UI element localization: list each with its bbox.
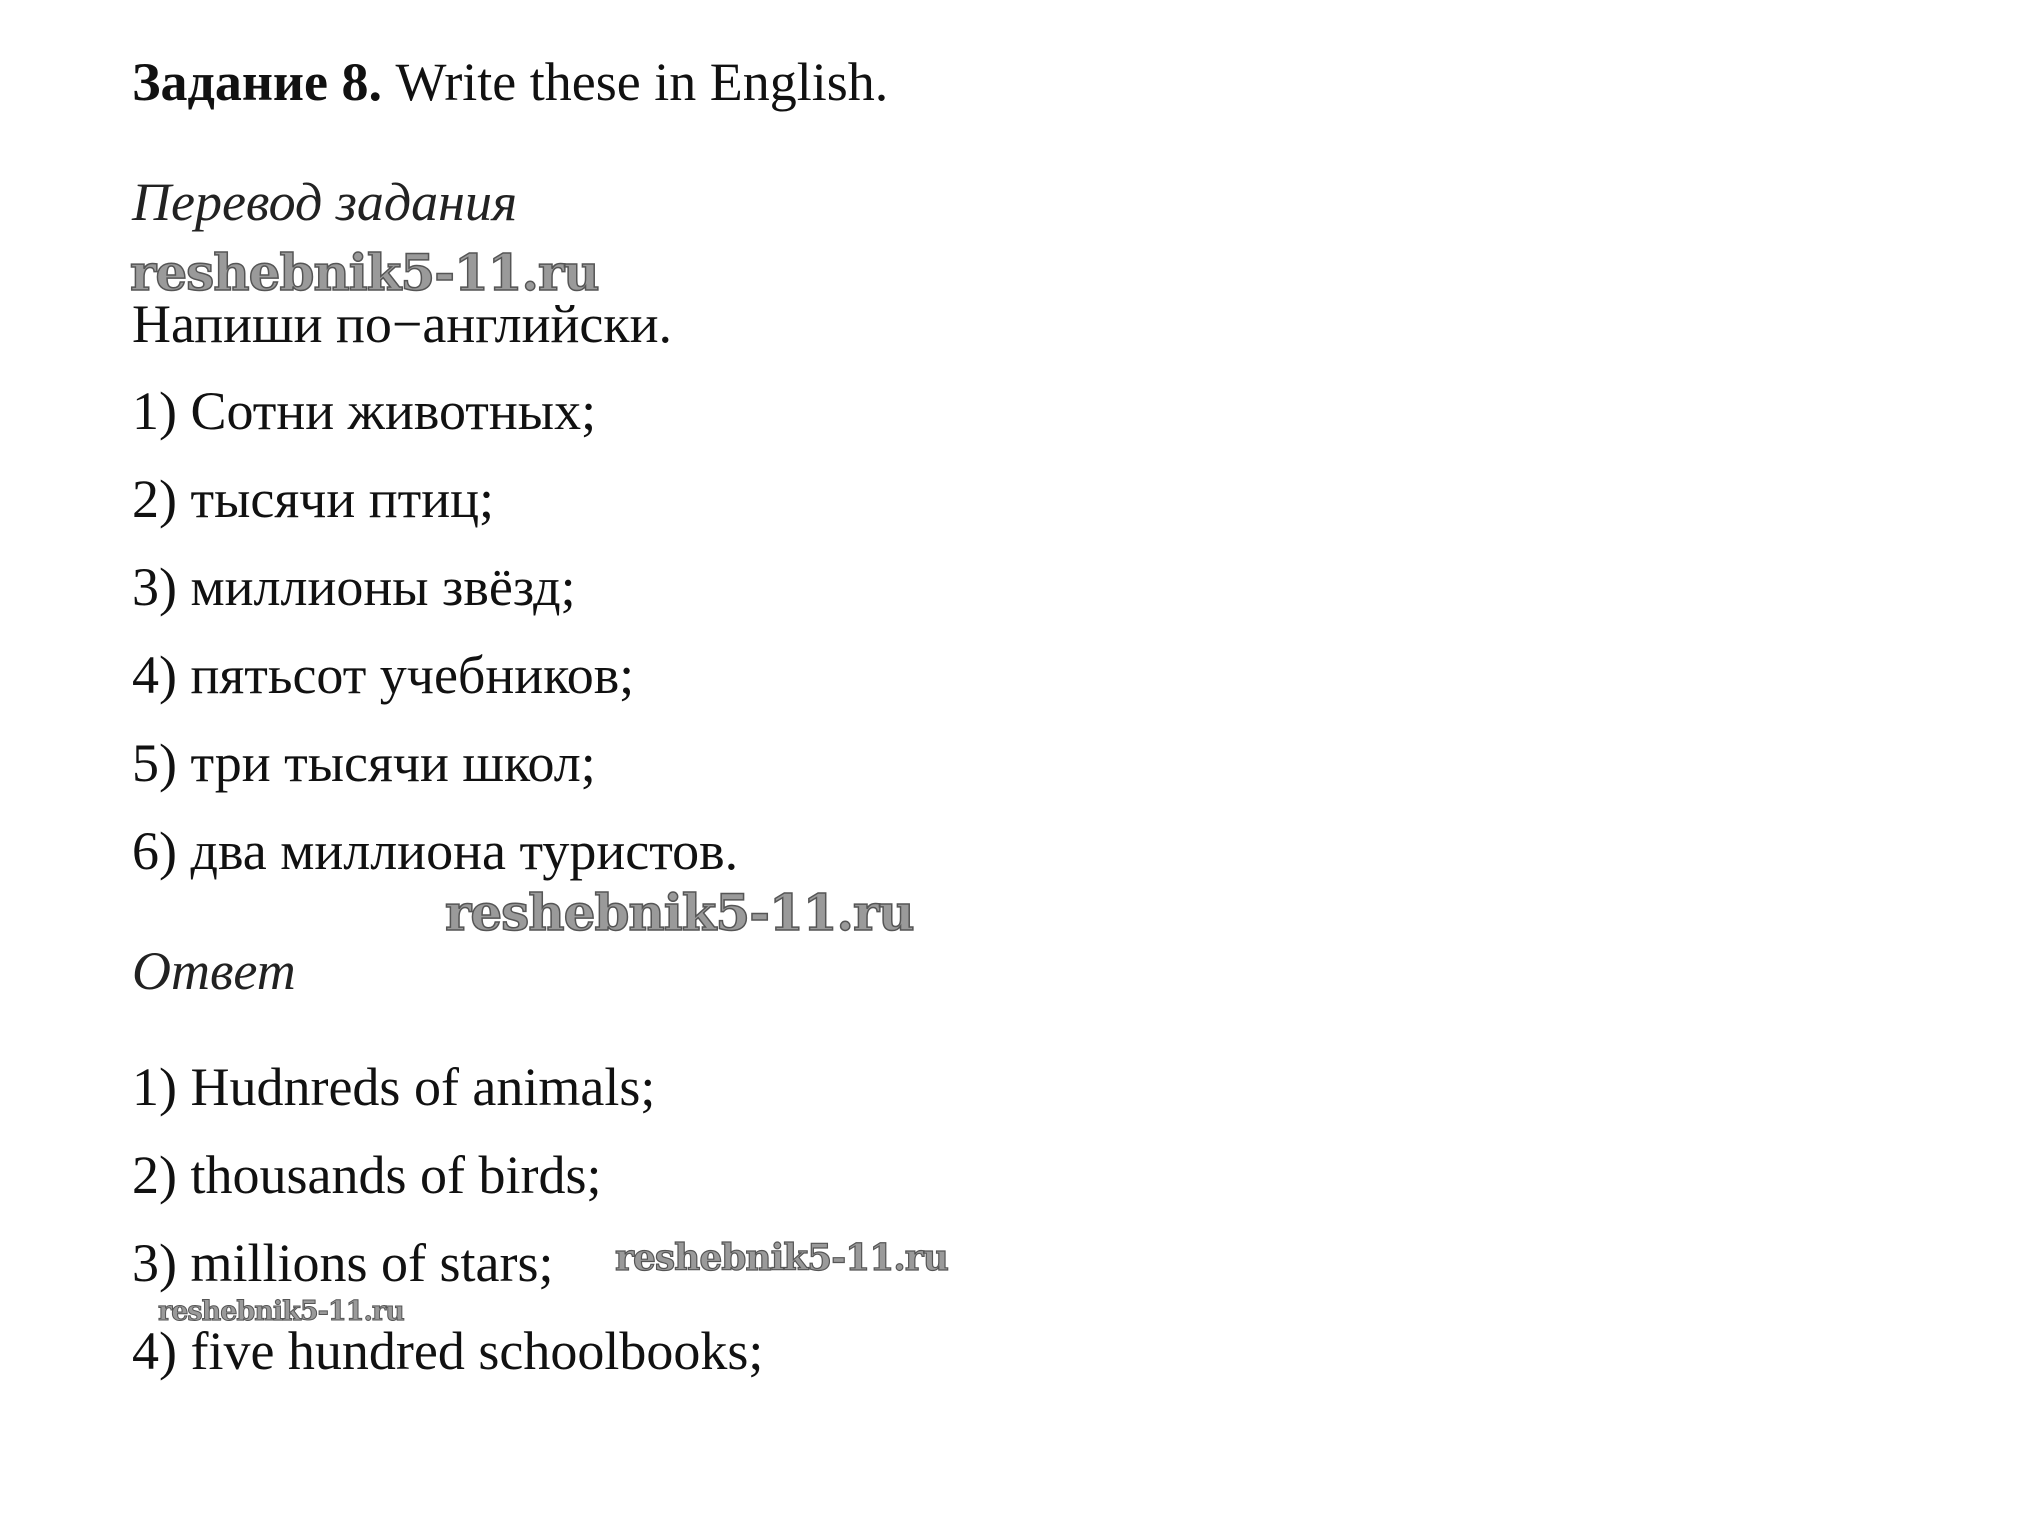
translation-item-1: 1) Сотни животных; (132, 381, 597, 441)
answer-item-1: 1) Hudnreds of animals; (132, 1057, 656, 1117)
watermark-4: reshebnik5-11.ru (158, 1296, 404, 1327)
answer-item-2: 2) thousands of birds; (132, 1145, 602, 1205)
translation-heading: Перевод задания (132, 172, 518, 232)
translation-item-2: 2) тысячи птиц; (132, 469, 495, 529)
answer-item-3: 3) millions of stars; (132, 1233, 554, 1293)
task-instruction: Write these in English. (395, 52, 889, 112)
watermark-2: reshebnik5-11.ru (445, 883, 914, 942)
answer-item-4: 4) five hundred schoolbooks; (132, 1321, 764, 1381)
translation-text: Напиши по−английски. (132, 294, 672, 354)
watermark-3: reshebnik5-11.ru (615, 1237, 948, 1279)
watermark-1: reshebnik5-11.ru (130, 243, 599, 302)
translation-item-5: 5) три тысячи школ; (132, 733, 596, 793)
task-label: Задание 8. (132, 52, 383, 112)
task-title (132, 52, 889, 112)
translation-item-6: 6) два миллиона туристов. (132, 821, 739, 881)
answer-heading: Ответ (132, 941, 296, 1001)
translation-item-3: 3) миллионы звёзд; (132, 557, 576, 617)
translation-item-4: 4) пятьсот учебников; (132, 645, 635, 705)
